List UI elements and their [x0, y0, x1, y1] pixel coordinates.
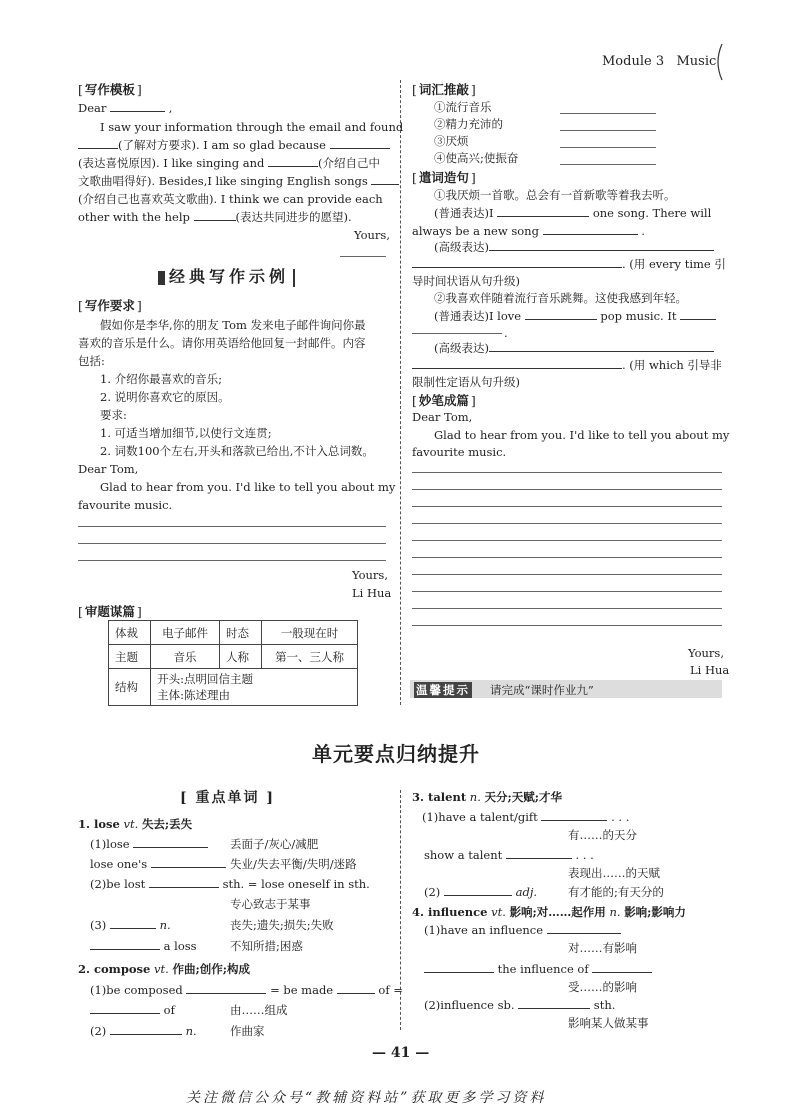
- word-2-b-cn: 由……组成: [230, 1003, 288, 1017]
- word-1-e-cn: 不知所措;困惑: [230, 939, 303, 953]
- essay-line: [412, 557, 722, 558]
- template-signature-line: [340, 256, 386, 257]
- word-4-a: (1)have an influence: [424, 923, 621, 937]
- left-yours: Yours,: [352, 568, 388, 582]
- structure-opening: 开头:点明回信主题: [157, 672, 253, 686]
- table-cell: 一般现在时: [262, 621, 358, 645]
- left-answer-line-2: [78, 543, 386, 544]
- word-4-a-cn: 对……有影响: [568, 941, 637, 955]
- sentence-2-normal-line: [412, 333, 502, 334]
- unit-title: 单元要点归纳提升: [312, 742, 480, 766]
- vocab-line-2: [560, 130, 656, 131]
- template-line-5: (介绍自己也喜欢英文歌曲). I think we can provide each: [78, 192, 383, 206]
- essay-line: [412, 591, 722, 592]
- word-3-a: (1)have a talent/gift . . .: [422, 810, 630, 824]
- requirement-title: [ 写作要求 ]: [78, 296, 142, 314]
- left-dear-tom: Dear Tom,: [78, 462, 139, 476]
- column-divider: [400, 80, 401, 705]
- word-4-b-cn: 受……的影响: [568, 980, 637, 994]
- vocab-item-1: ①流行音乐: [434, 100, 492, 114]
- sentence-title: [ 遣词造句 ]: [412, 168, 476, 186]
- sentence-1-advanced: (高级表达): [434, 240, 714, 254]
- vocab-line-4: [560, 164, 656, 165]
- template-line-4: 文歌曲唱得好). Besides,I like singing English songs: [78, 174, 399, 188]
- right-glad: Glad to hear from you. I'd like to tell you about my: [434, 428, 730, 442]
- vocab-line-1: [560, 113, 656, 114]
- table-cell: 电子邮件: [151, 621, 220, 645]
- word-4-c: (2)influence sb. sth.: [424, 998, 616, 1012]
- template-line-3: (表达喜悦原因). I like singing and (介绍自己中: [78, 156, 380, 170]
- template-line-2: (了解对方要求). I am so glad because: [78, 138, 390, 152]
- word-4-head: 4. influence vt. 影响;对……起作用 n. 影响;影响力: [412, 905, 686, 919]
- req-line-4: 1. 介绍你最喜欢的音乐;: [100, 372, 223, 386]
- left-answer-line-1: [78, 526, 386, 527]
- table-row: [109, 621, 358, 645]
- sentence-2-advanced: (高级表达): [434, 341, 714, 355]
- req-line-6: 要求:: [100, 408, 127, 422]
- table-row: [109, 645, 358, 669]
- sentence-1-advanced-note: 导时间状语从句升级): [412, 274, 520, 288]
- tip-label: 温馨提示: [416, 683, 470, 697]
- right-favourite: favourite music.: [412, 445, 507, 459]
- word-1-b: lose one's: [90, 857, 226, 871]
- essay-line: [412, 608, 722, 609]
- footer-note: 关注微信公众号“教辅资料站”获取更多学习资料: [186, 1090, 547, 1106]
- word-4-b: the influence of: [424, 962, 652, 976]
- word-2-b: of: [90, 1003, 175, 1017]
- sentence-1-normal-cont: always be a new song .: [412, 224, 645, 238]
- word-1-a-cn: 丢面子/灰心/减肥: [230, 837, 319, 851]
- table-cell: [151, 669, 358, 706]
- page-number: — 41 —: [372, 1045, 430, 1061]
- tip-bar: [410, 680, 722, 698]
- words-title: [ 重点单词 ]: [180, 790, 275, 806]
- sentence-1-cn: ①我厌烦一首歌。总会有一首新歌等着我去听。: [434, 188, 676, 202]
- table-cell: 主题: [109, 645, 151, 669]
- word-1-head: 1. lose vt. 失去;丢失: [78, 817, 193, 831]
- sentence-2-cn: ②我喜欢伴随着流行音乐跳舞。这使我感到年轻。: [434, 291, 687, 305]
- word-1-d-cn: 丧失;遗失;损失;失败: [230, 918, 334, 932]
- right-lihua: Li Hua: [690, 663, 730, 677]
- template-line-1: I saw your information through the email and found: [100, 120, 404, 134]
- essay-line: [412, 625, 722, 626]
- word-1-c-cn: 专心致志于某事: [230, 897, 311, 911]
- template-line-6: other with the help (表达共同进步的愿望).: [78, 210, 352, 224]
- sentence-2-normal-end: .: [504, 326, 508, 340]
- template-yours: Yours,: [354, 228, 390, 242]
- table-cell: 体裁: [109, 621, 151, 645]
- left-answer-line-3: [78, 560, 386, 561]
- vocab-item-2: ②精力充沛的: [434, 117, 503, 131]
- essay-line: [412, 523, 722, 524]
- table-cell: 结构: [109, 669, 151, 706]
- plan-title: [ 审题谋篇 ]: [78, 602, 142, 620]
- structure-body: 主体:陈述理由: [157, 688, 230, 702]
- word-1-e: a loss: [90, 939, 197, 953]
- essay-line: [412, 540, 722, 541]
- example-title: 经典写作示例: [158, 264, 295, 287]
- left-glad: Glad to hear from you. I'd like to tell you about my: [100, 480, 396, 494]
- vocab-item-3: ③厌烦: [434, 134, 469, 148]
- right-dear-tom: Dear Tom,: [412, 410, 473, 424]
- sentence-1-normal: (普通表达)I one song. There will: [434, 206, 712, 220]
- word-1-a: (1)lose: [90, 837, 208, 851]
- vocab-title: [ 词汇推敲 ]: [412, 80, 476, 98]
- left-favourite: favourite music.: [78, 498, 173, 512]
- example-title-icon: [158, 271, 165, 285]
- word-4-c-cn: 影响某人做某事: [568, 1016, 649, 1030]
- word-3-head: 3. talent n. 天分;天赋;才华: [412, 790, 563, 804]
- word-2-a: (1)be composed = be made of =: [90, 983, 403, 997]
- table-row: [109, 669, 358, 706]
- header-curve-icon: [712, 42, 726, 82]
- table-cell: 音乐: [151, 645, 220, 669]
- template-title: [ 写作模板 ]: [78, 80, 142, 98]
- vocab-item-4: ④使高兴;使振奋: [434, 151, 519, 165]
- music-label: Music: [676, 54, 717, 69]
- word-2-c-cn: 作曲家: [230, 1024, 265, 1038]
- req-line-2: 喜欢的音乐是什么。请你用英语给他回复一封邮件。内容: [78, 336, 366, 350]
- table-cell: 时态: [220, 621, 262, 645]
- right-yours: Yours,: [688, 646, 724, 660]
- word-1-d: (3) n.: [90, 918, 171, 932]
- word-2-head: 2. compose vt. 作曲;创作;构成: [78, 962, 250, 976]
- word-1-c: (2)be lost sth. = lose oneself in sth.: [90, 877, 370, 891]
- plan-table: [108, 620, 358, 706]
- essay-line: [412, 506, 722, 507]
- template-dear: Dear ,: [78, 101, 173, 115]
- essay-line: [412, 574, 722, 575]
- module-header: [602, 54, 716, 69]
- sentence-2-advanced-note: 限制性定语从句升级): [412, 375, 520, 389]
- module-label: Module 3: [602, 54, 665, 69]
- word-3-c-cn: 有才能的;有天分的: [568, 885, 664, 899]
- req-line-1: 假如你是李华,你的朋友 Tom 发来电子邮件询问你最: [100, 318, 366, 332]
- essay-line: [412, 472, 722, 473]
- word-1-b-cn: 失业/失去平衡/失明/迷路: [230, 857, 357, 871]
- tip-text: 请完成“课时作业九”: [490, 683, 594, 697]
- word-3-a-cn: 有……的天分: [568, 828, 637, 842]
- word-3-b-cn: 表现出……的天赋: [568, 866, 660, 880]
- req-line-7: 1. 可适当增加细节,以使行文连贯;: [100, 426, 272, 440]
- word-3-b: show a talent . . .: [424, 848, 594, 862]
- essay-title: [ 妙笔成篇 ]: [412, 391, 476, 409]
- essay-line: [412, 489, 722, 490]
- word-3-c: (2) adj.: [424, 885, 538, 899]
- word-2-c: (2) n.: [90, 1024, 197, 1038]
- req-line-8: 2. 词数100个左右,开头和落款已给出,不计入总词数。: [100, 444, 374, 458]
- sentence-2-advanced-cont: . (用 which 引导非: [412, 358, 722, 372]
- req-line-3: 包括:: [78, 354, 105, 368]
- table-cell: 人称: [220, 645, 262, 669]
- table-cell: 第一、三人称: [262, 645, 358, 669]
- vocab-line-3: [560, 147, 656, 148]
- left-lihua: Li Hua: [352, 586, 392, 600]
- sentence-2-normal: (普通表达)I love pop music. It: [434, 309, 716, 323]
- sentence-1-advanced-cont: . (用 every time 引: [412, 257, 726, 271]
- req-line-5: 2. 说明你喜欢它的原因。: [100, 390, 230, 404]
